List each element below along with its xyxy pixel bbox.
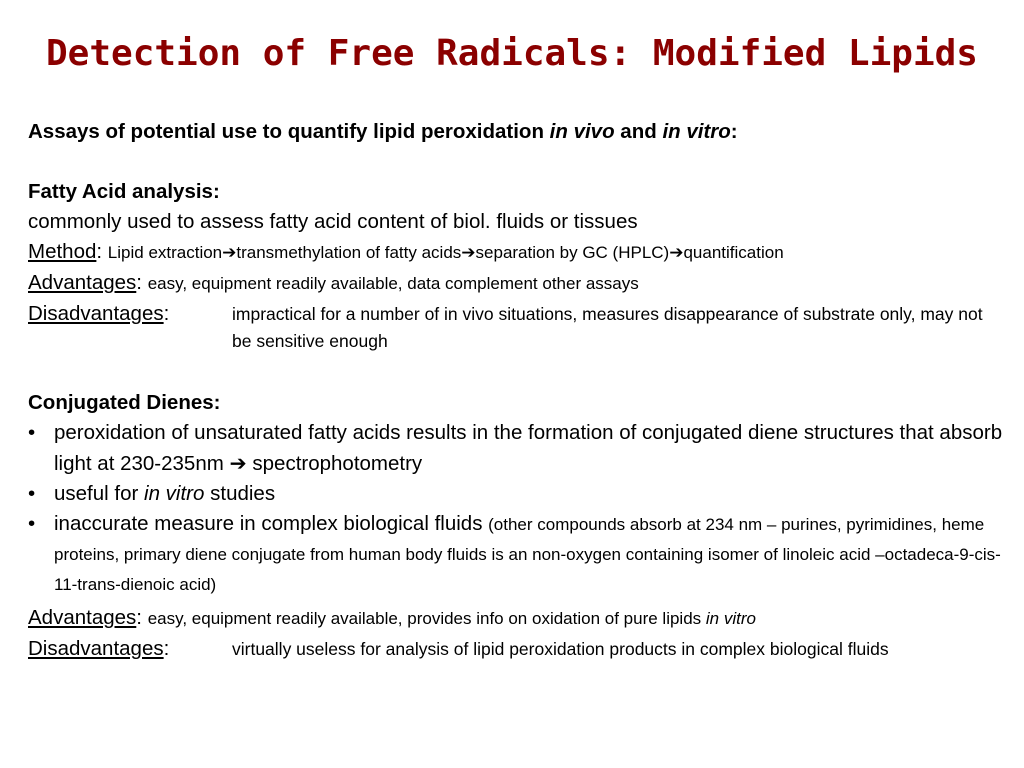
dienes-bullet-1-text: peroxidation of unsaturated fatty acids results in the formation of conjugated diene structures that absorb light at 230-235nm — [54, 421, 1003, 475]
method-line — [28, 237, 1003, 268]
disadvantages-label-cell — [28, 634, 232, 664]
dienes-bullet-2-suffix: studies — [204, 482, 276, 505]
method-step-extraction: Lipid extraction — [107, 243, 223, 262]
arrow-icon: ➔ — [669, 243, 684, 263]
bullet-icon: • — [28, 512, 36, 535]
fatty-disadvantages-block — [28, 299, 1003, 355]
dienes-heading: Conjugated Dienes: — [28, 391, 221, 414]
dienes-bullet-2-prefix: useful for — [54, 482, 145, 505]
method-step-transmethylation: transmethylation of fatty acids — [236, 243, 462, 262]
arrow-icon: ➔ — [461, 243, 476, 263]
advantages-text: easy, equipment readily available, provides info on oxidation of pure lipids — [147, 609, 706, 628]
list-item — [28, 509, 1003, 599]
disadvantages-label: Disadvantages — [28, 302, 164, 325]
fatty-acid-desc: commonly used to assess fatty acid content of biol. fluids or tissues — [28, 210, 638, 233]
dienes-bullet-2-ital: in vitro — [144, 482, 205, 505]
dienes-advantages-line — [28, 603, 1003, 634]
intro-prefix: Assays of potential use to quantify lipid peroxidation — [28, 120, 550, 143]
colon: : — [136, 606, 142, 629]
slide-body — [28, 117, 1003, 664]
bullet-icon: • — [28, 482, 36, 505]
bullet-icon: • — [28, 421, 36, 444]
fatty-acid-heading: Fatty Acid analysis: — [28, 180, 220, 203]
fatty-advantages-line — [28, 268, 1003, 299]
advantages-ital: in vitro — [705, 609, 756, 628]
colon: : — [96, 240, 103, 263]
advantages-label: Advantages — [28, 271, 137, 294]
arrow-icon: ➔ — [229, 451, 247, 475]
intro-and: and — [614, 120, 663, 143]
disadvantages-text: impractical for a number of in vivo situations, measures disappearance of substrate only, may not be sensitive enough — [232, 304, 983, 351]
disadvantages-text: virtually useless for analysis of lipid peroxidation products in complex biological fluids — [232, 639, 889, 659]
dienes-bullet-1-after: spectrophotometry — [246, 452, 423, 475]
page-title: Detection of Free Radicals: Modified Lipids — [46, 33, 978, 74]
method-step-separation: separation by GC (HPLC) — [475, 243, 670, 262]
disadvantages-label-cell — [28, 299, 232, 355]
intro-in-vivo: in vivo — [549, 120, 615, 143]
dienes-disadvantages-block — [28, 634, 1003, 664]
list-item — [28, 418, 1003, 479]
advantages-label: Advantages — [28, 606, 137, 629]
disadvantages-label: Disadvantages — [28, 637, 164, 660]
arrow-icon: ➔ — [222, 243, 237, 263]
method-label: Method — [28, 240, 97, 263]
intro-line — [28, 117, 1003, 147]
colon: : — [136, 271, 142, 294]
colon: : — [163, 637, 170, 660]
intro-colon: : — [730, 120, 738, 143]
method-step-quantification: quantification — [683, 243, 784, 262]
dienes-bullet-3-main: inaccurate measure in complex biological fluids — [54, 512, 489, 535]
advantages-text: easy, equipment readily available, data complement other assays — [147, 274, 639, 293]
colon: : — [163, 302, 170, 325]
intro-in-vitro: in vitro — [662, 120, 731, 143]
dienes-bullet-3-note: (other compounds absorb at 234 nm – purines, pyrimidines, heme proteins, primary diene conjugate from human body fluids is an non-oxygen containing isomer of linoleic acid –octadeca-9-cis-11-trans-dienoic acid) — [54, 515, 1001, 594]
list-item — [28, 479, 1003, 509]
